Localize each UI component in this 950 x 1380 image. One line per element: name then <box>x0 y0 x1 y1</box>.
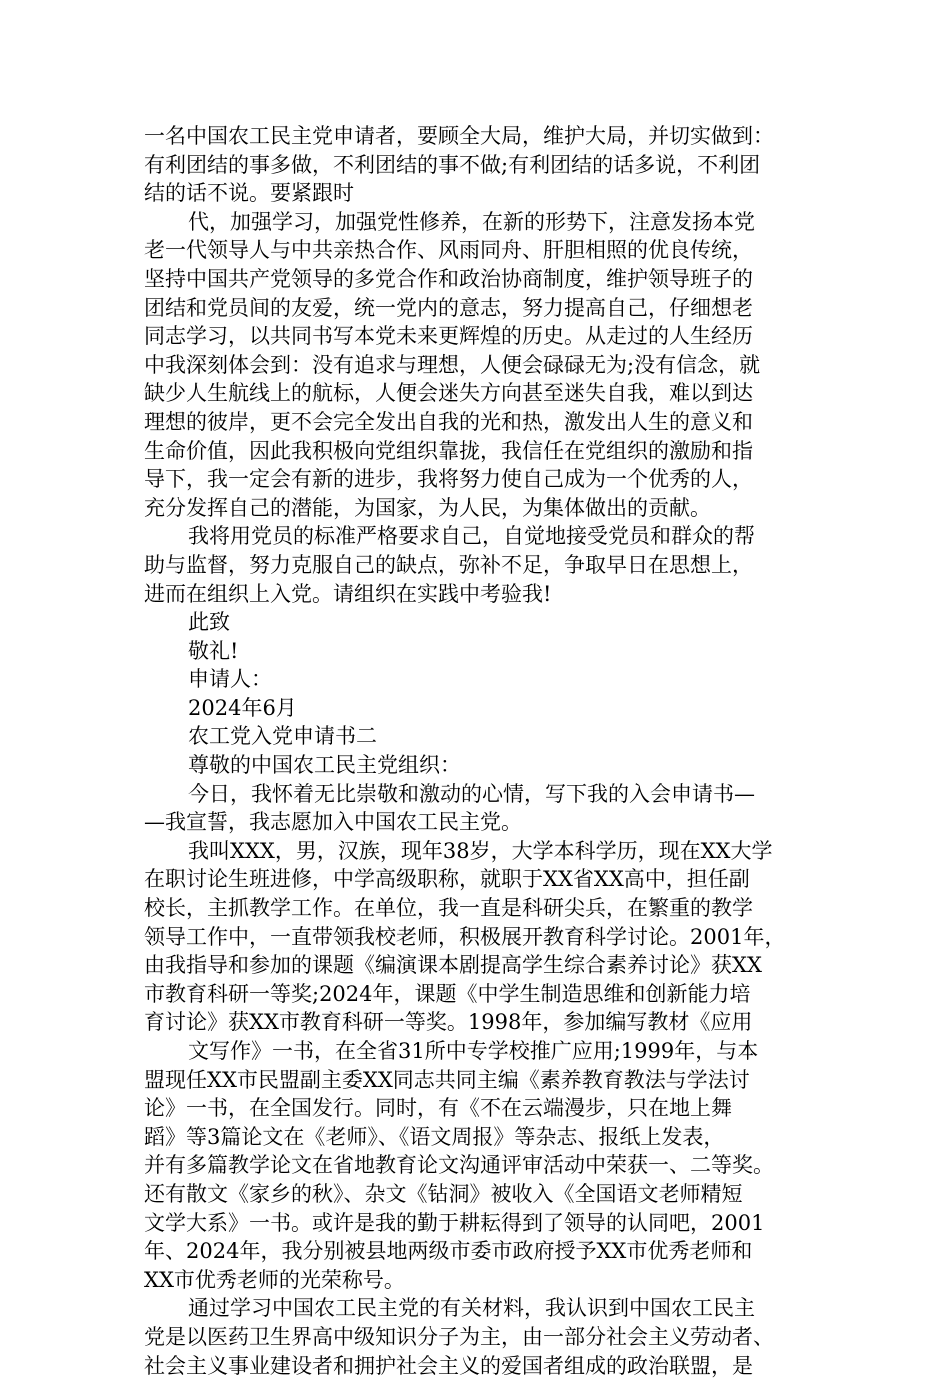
text-line: 同志学习，以共同书写本党未来更辉煌的历史。从走过的人生经历 <box>144 324 753 349</box>
text-line: 我叫XXX，男，汉族，现年38岁，大学本科学历，现在XX大学 <box>188 838 773 863</box>
text-line: 还有散文《家乡的秋》、杂文《钻洞》被收入《全国语文老师精短 <box>144 1181 743 1206</box>
text-line: 坚持中国共产党领导的多党合作和政治协商制度，维护领导班子的 <box>144 266 753 291</box>
text-line: 尊敬的中国农工民主党组织： <box>188 753 461 778</box>
text-line: 由我指导和参加的课题《编演课本剧提高学生综合素养讨论》获XX <box>144 953 762 978</box>
text-line: 领导工作中，一直带领我校老师，积极展开教育科学讨论。2001年， <box>144 924 786 949</box>
text-line: 今日，我怀着无比崇敬和激动的心情，写下我的入会申请书— <box>188 781 755 806</box>
text-line: 一名中国农工民主党申请者，要顾全大局，维护大局，并切实做到： <box>144 124 774 148</box>
text-line: 蹈》等3篇论文在《老师》、《语文周报》等杂志、报纸上发表， <box>144 1124 725 1149</box>
text-line: 缺少人生航线上的航标，人便会迷失方向甚至迷失自我，难以到达 <box>144 381 753 406</box>
text-line: 此致 <box>188 610 230 635</box>
text-line: 文写作》一书，在全省31所中专学校推广应用;1999年，与本 <box>188 1039 759 1063</box>
text-line: 年、2024年，我分别被县地两级市委市政府授予XX市优秀老师和 <box>144 1239 753 1264</box>
text-line: 通过学习中国农工民主党的有关材料，我认识到中国农工民主 <box>188 1296 755 1321</box>
text-line: 并有多篇教学论文在省地教育论文沟通评审活动中荣获一、二等奖。 <box>144 1153 774 1178</box>
text-line: 党是以医药卫生界高中级知识分子为主，由一部分社会主义劳动者、 <box>144 1324 774 1349</box>
document-page <box>144 122 804 1380</box>
text-line: 育讨论》获XX市教育科研一等奖。1998年，参加编写教材《应用 <box>144 1010 753 1035</box>
text-line: 团结和党员间的友爱，统一党内的意志，努力提高自己，仔细想老 <box>144 295 753 320</box>
text-line: —我宣誓，我志愿加入中国农工民主党。 <box>144 810 522 835</box>
text-line: 市教育科研一等奖;2024年，课题《中学生制造思维和创新能力培 <box>144 981 751 1006</box>
text-line: 充分发挥自己的潜能，为国家，为人民，为集体做出的贡献。 <box>144 495 711 520</box>
text-line: 敬礼! <box>188 638 239 663</box>
text-line: 论》一书，在全国发行。同时，有《不在云端漫步，只在地上舞 <box>144 1096 732 1121</box>
text-line: 助与监督，努力克服自己的缺点，弥补不足，争取早日在思想上， <box>144 552 753 577</box>
text-line: 校长，主抓教学工作。在单位，我一直是科研尖兵，在繁重的教学 <box>144 896 753 921</box>
text-line: 进而在组织上入党。请组织在实践中考验我! <box>144 581 552 606</box>
text-line: 2024年6月 <box>188 695 297 720</box>
text-line: 文学大系》一书。或许是我的勤于耕耘得到了领导的认同吧，2001 <box>144 1210 765 1235</box>
text-line: 理想的彼岸，更不会完全发出自我的光和热，激发出人生的意义和 <box>144 409 753 434</box>
text-line: 在职讨论生班进修，中学高级职称，就职于XX省XX高中，担任副 <box>144 867 750 892</box>
text-line: 有利团结的事多做，不利团结的事不做;有利团结的话多说，不利团 <box>144 152 761 177</box>
text-line: XX市优秀老师的光荣称号。 <box>144 1267 405 1292</box>
text-line: 我将用党员的标准严格要求自己，自觉地接受党员和群众的帮 <box>188 524 755 549</box>
text-line: 中我深刻体会到：没有追求与理想，人便会碌碌无为;没有信念，就 <box>144 352 761 377</box>
text-line: 结的话不说。要紧跟时 <box>144 181 354 206</box>
text-line: 盟现任XX市民盟副主委XX同志共同主编《素养教育教法与学法讨 <box>144 1067 750 1092</box>
text-line: 社会主义事业建设者和拥护社会主义的爱国者组成的政治联盟，是 <box>144 1353 753 1378</box>
text-line: 农工党入党申请书二 <box>188 724 377 749</box>
text-line: 老一代领导人与中共亲热合作、风雨同舟、肝胆相照的优良传统， <box>144 238 753 263</box>
text-line: 生命价值，因此我积极向党组织靠拢，我信任在党组织的激励和指 <box>144 438 753 463</box>
text-line: 代，加强学习，加强党性修养，在新的形势下，注意发扬本党 <box>188 209 755 234</box>
text-line: 申请人： <box>188 667 272 692</box>
text-line: 导下，我一定会有新的进步，我将努力使自己成为一个优秀的人， <box>144 467 753 492</box>
